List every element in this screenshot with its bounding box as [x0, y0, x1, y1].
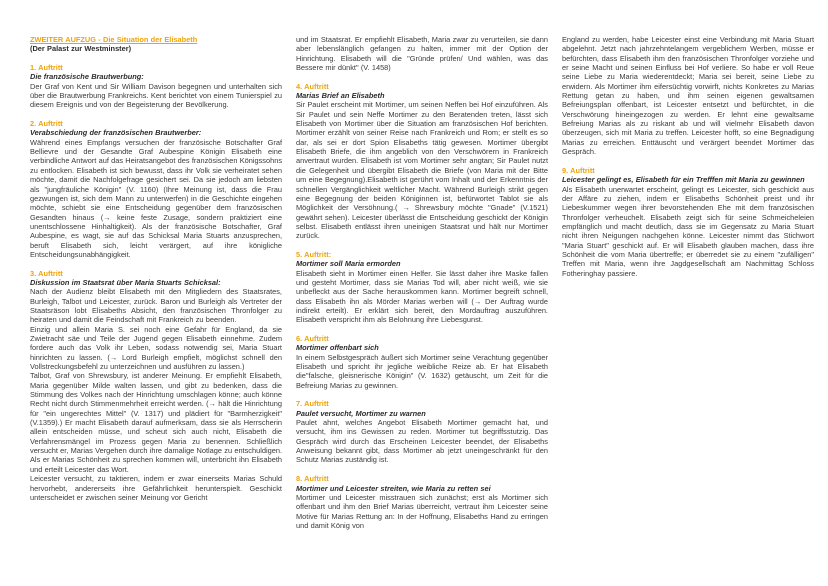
- section-heading: 1. Auftritt: [30, 63, 63, 73]
- document-title: ZWEITER AUFZUG - Die Situation der Elisabeth: [30, 35, 198, 44]
- column-2: [296, 35, 548, 586]
- section-subheading: Diskussion im Staatsrat über Maria Stuarts Schicksal:: [30, 277, 221, 287]
- paragraph: Paulet ahnt, welches Angebot Elisabeth Mortimer gemacht hat, und versucht, ihm ins Gewissen zu reden. Mortimer tut begriffsstutzig. Das Gespräch wird durch das Erscheinen Leicester beendet, der Elisabeths Anweisung bekannt gibt, dass Mortimer ab jetzt uneingeschränkt für den Schutz Marias zuständig ist.: [296, 418, 548, 465]
- paragraph: Talbot, Graf von Shrewsbury, ist anderer Meinung. Er empfiehlt Elisabeth, Maria gegenüber Milde walten lassen, und gibt zu bedenken, dass die Stimmung des Volkes nach der Hinrichtung umschlagen könne; auch könne Recht nicht durch Stimmenmehrheit erreicht werden. (→ hält die Hinrichtung für "ein ungerechtes Mittel" (V. 1317) und plädiert für "Barmherzigkeit" (V.1359).) Er macht Elisabeth darauf aufmerksam, dass sie als Herrscherin allein entscheiden müsse, und scheut sich auch nicht, Elisabeth die Verfahrensmängel im Prozess gegen Maria zu benennen. Schließlich versucht er, Marias Vergehen durch ihre damalige Notlage zu entschuldigen. Als er Marias Schönheit zu sprechen kommen will, unterbricht ihn Elisabeth und erteilt Leicester das Wort.: [30, 371, 282, 474]
- section-heading: 4. Auftritt: [296, 81, 329, 91]
- paragraph: Während eines Empfangs versuchen der französische Botschafter Graf Bellievre und der Gesandte Graf Aubespine Königin Elisabeth eine verbindliche Antwort auf das Heiratsangebot des französischen Königssohns zu entlocken. Elisabeth ist sich bewusst, dass ihr Volk sie verheiratet sehen möchte, damit die Nachfolgefrage gesichert sei. Da sie jedoch am liebsten als "jungfräuliche Königin" (V. 1160) (Ihre Meinung ist, dass die Frau gezwungen ist, sich dem Mann zu unterwerfen) in die Geschichte eingehen möchte, schiebt sie eine Entscheidung gegenüber dem französischen Gesandten hinaus (→ keine feste Zusage, sondern praktiziert eine unentschlossene Hinhaltigkeit). Als der französische Botschafter, Graf Aubespine, es wagt, sie auf das Schicksal Maria Stuarts anzusprechen, beruft Elisabeth sich, leicht verärgert, auf ihre königliche Entscheidungsunabhängigkeit.: [30, 137, 283, 259]
- section-subheading: Mortimer und Leicester streiten, wie Maria zu retten sei: [296, 483, 491, 493]
- paragraph: England zu werden, habe Leicester einst eine Verbindung mit Maria Stuart abgelehnt. Jetzt nach jahrzehntelangem vergeblichem Werben, müsse er befürchten, dass Elisabeth ihm den französischen Thronfolger vorziehe und er seine Macht und seinen Einfluss bei Hof verliere. So habe er voll Reue seine Liebe zu Maria wiederentdeckt; Maria sei bereit, seine Liebe zu erwidern. Als Mortimer ihm eifersüchtig vorwirft, nichts Konkretes zu Marias Rettung getan zu haben, und ihm seinen eigenen gewaltsamen Befreiungsplan offenbart, ist Leicester entsetzt und befürchtet, in die Verschwörung hineingezogen zu werden. Er lehnt eine gewaltsame Befreiung Marias als zu riskant ab und will vielmehr Elisabeth davon überzeugen, sich mit Maria zu treffen. Leicester hofft, so eine Begnadigung Marias zu erreichen. Enttäuscht und verärgert beendet Mortimer das Gespräch.: [562, 35, 814, 157]
- section-subheading: Paulet versucht, Mortimer zu warnen: [296, 408, 426, 418]
- section-subheading: Die französische Brautwerbung:: [30, 72, 144, 82]
- paragraph: und im Staatsrat. Er empfiehlt Elisabeth, Maria zwar zu verurteilen, sie dann aber lebenslänglich gefangen zu halten, immer mit der Option der Hinrichtung. Elisabeth will die "Gründe prüfen/ Und wählen, was das Bessere mir dünkt" (V. 1458): [296, 35, 548, 73]
- paragraph: In einem Selbstgespräch äußert sich Mortimer seine Verachtung gegenüber Elisabeth und spricht ihr jegliche weibliche Reize ab. Er hat Elisabeth die"falsche, gleisnerische Königin" (V. 1632) getäuscht, um Zeit für die Befreiung Marias zu gewinnen.: [296, 352, 548, 390]
- paragraph: Einzig und allein Maria S. sei noch eine Gefahr für England, da sie Zwietracht säe und Teile der Jugend gegen Elisabeth einnehme. Zudem fordere auch das Volk ihr Leben, sodass notwendig sei, Maria Stuart hinrichten zu lassen. (→ Lord Burleigh empfielt, möglichst schnell den Vollstreckungsbefehl zu unterzeichnen und ausführen zu lassen.): [30, 324, 282, 372]
- section-subheading: Leicester gelingt es, Elisabeth für ein Trefffen mit Maria zu gewinnen: [562, 175, 805, 185]
- section-heading: 8. Auftritt: [296, 474, 329, 484]
- paragraph: Leicester versucht, zu taktieren, indem er zwar einerseits Marias Schuld hervorhebt, andererseits ihre Gefährlichkeit herunterspielt. Geschickt unterscheidet er zwischen seiner Meinung vor Gericht: [30, 474, 282, 502]
- section-subheading: Mortimer offenbart sich: [296, 343, 379, 353]
- section-heading: 3. Auftritt: [30, 268, 63, 278]
- paragraph: Als Elisabeth unerwartet erscheint, gelingt es Leicester, sich geschickt aus der Affäre zu ziehen, indem er Elisabeths Schönheit preist und ihr Liebeskummer wegen ihrer bevorstehenden Ehe mit dem französischen Thronfolger verheuchelt. Elisabeth zeigt sich für seine Schmeicheleien empfänglich und macht deutlich, dass sie im Gegensatz zu Maria Stuart nicht ihren Neigungen nachgehen könne. Leicester nimmt das Stichwort "Maria Stuart" geschickt auf. Er will Elisabeth glauben machen, dass ihre Schönheit die vom Maria übertreffe; er überredet sie zu einem "zufälligen" Treffen mit Maria, wenn ihre Jagdgesellschaft am Nachmittag Schloss Fotheringhay passiere.: [562, 184, 814, 278]
- document-subtitle: (Der Palast zur Westminster): [30, 44, 132, 54]
- section-subheading: Marias Brief an Elisabeth: [296, 91, 385, 101]
- section-heading: 5. Auftritt:: [296, 249, 332, 259]
- section-heading: 9. Auftritt: [562, 165, 595, 175]
- paragraph: Sir Paulet erscheint mit Mortimer, um seinen Neffen bei Hof einzuführen. Als Sir Paulet und sein Neffe Mortimer zu den Beratenden treten, lässt sich Elisabeth von Mortimer über die Situation am französischen Hof berichten. Mortimer erzählt von seiner Reise nach Frankreich und Rom; er stellt es so dar, als sei er dort Spion Elisabeths tätig gewesen. Mortimer übergibt Elisabeth Briefe, die ihm angeblich von den Verschwörern in Frankreich anvertraut wurden. Elisabeth ist vom Mortimer sehr angtan; Sir Paulet nutzt die Gelegenheit und übergibt Elisabeth die Briefe (von Maria mit der Bitte um eine Begegnung).Elisabeth ist gerührt vom Inhalt und der Erkenntnis der schnellen Vergänglichkeit weltlicher Macht. Während Burleigh strikt gegen eine Begegnung der beiden Königinnen ist, befürwortet Tablot sie als Möglichkeit der Versöhnung.( → Shrewsbury möchte "Gnade" (V.1521) gewährt sehen). Leicester überlässt die Entscheidung geschickt der Königin selbst. Elisabeth entlässt ihren uneinigen Staatsrat und hält nur Mortimer zurück.: [296, 100, 548, 241]
- paragraph: Der Graf von Kent und Sir William Davison begegnen und unterhalten sich über die Brautwerbung Frankreichs. Kent berichtet von einem Tunierspiel zu diesem Ereignis und von der Begeisterung der Bevölkerung.: [30, 81, 282, 110]
- section-heading: 7. Auftritt: [296, 399, 329, 409]
- paragraph: Mortimer und Leicester misstrauen sich zunächst; erst als Mortimer sich offenbart und ihm den Brief Marias überreicht, vertraut ihm Leicester seine Motive für Marias Rettung an: In der Hoffnung, Elisabeths Hand zu erringen und damit König von: [296, 492, 548, 530]
- section-heading: 2. Auftritt: [30, 119, 63, 129]
- paragraph: Elisabeth sieht in Mortimer einen Helfer. Sie lässt daher ihre Maske fallen und gesteht Mortimer, dass sie Marias Tod will, aber nicht weiß, wie sie unbefleckt aus der Sache herauskommen kann. Mortimer begreift schnell, dass Elisabeth ihn als Mörder Marias werben will (→ Der Auftrag wurde indirekt erteilt). Er erklärt sich bereit, den Mordauftrag auszuführen. Elisabeth verspricht ihm als Belohnung ihre Liebesgunst.: [296, 268, 548, 325]
- section-subheading: Mortimer soll Maria ermorden: [296, 259, 401, 269]
- paragraph: Nach der Audienz bleibt Elisabeth mit den Mitgliedern des Staatsrates, Burleigh, Talbot und Leicester, zurück. Baron und Burleigh als Vertreter der Staatsräson lobt Elisabeths Absicht, den französischen Thronfolger zu heiraten und damit die Feindschaft mit Frankreich zu beenden.: [30, 287, 282, 325]
- column-1: [30, 35, 282, 586]
- column-3: [562, 35, 814, 586]
- section-subheading: Verabschiedung der französischen Brautwerber:: [30, 128, 202, 138]
- section-heading: 6. Auftritt: [296, 334, 329, 343]
